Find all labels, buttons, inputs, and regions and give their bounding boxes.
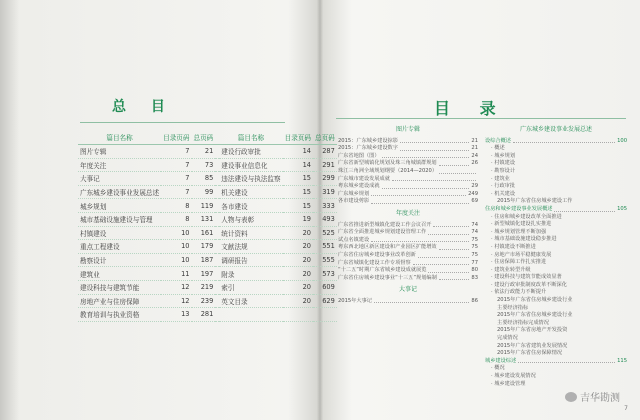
total-page: 551	[313, 240, 337, 254]
contents-page: 7	[161, 145, 191, 159]
title-rule	[80, 122, 285, 123]
toc-row	[78, 185, 337, 199]
contents-page: 15	[283, 172, 313, 186]
page-title: 总 目	[112, 99, 175, 115]
toc-entry: 广东省推进新型城镇化建设工作会议召开 74	[338, 221, 478, 228]
total-page: 239	[192, 294, 216, 308]
contents-page: 11	[161, 267, 191, 281]
toc-row	[78, 240, 337, 254]
section-name: 村镇建设	[78, 226, 161, 240]
col-header: 目录页码	[161, 130, 191, 145]
section-name: 各市建设	[219, 199, 282, 213]
toc-subentry: 主要经济指标完成情况	[497, 319, 549, 326]
section-heading: 广东城乡建设事业发展总述	[519, 126, 592, 133]
section-name: 建设行政审批	[219, 145, 282, 159]
section-name: 附录	[219, 267, 282, 281]
toc-row	[78, 199, 337, 213]
toc-entry: “十二五”时期广东省城乡建设成就展览 80	[338, 267, 478, 274]
contents-page: 12	[161, 294, 191, 308]
contents-page: 20	[283, 240, 313, 254]
toc-subentry: · 机关建设	[491, 190, 516, 197]
contents-page: 20	[283, 267, 313, 281]
toc-subentry: · 村镇建设不断推进	[491, 243, 536, 250]
section-name: 调研报告	[219, 253, 282, 267]
toc-subentry: 2015年广东省住房保障情况	[497, 350, 563, 357]
toc-subentry: · 建设科技与建筑节能成效显著	[491, 274, 562, 281]
toc-entry: 珠江三角洲全域规划纲要（2014—2020）	[338, 168, 478, 176]
total-page: 187	[192, 253, 216, 267]
contents-page	[283, 308, 313, 322]
contents-page: 15	[283, 185, 313, 199]
title-rule	[336, 118, 626, 119]
toc-entry: 粤东城乡建设成就 29	[338, 183, 478, 190]
section-entry: 城乡建设综述 115	[485, 357, 627, 364]
contents-page: 8	[161, 199, 191, 213]
total-page: 573	[313, 267, 337, 281]
general-contents-table	[78, 130, 337, 322]
contents-page: 20	[283, 294, 313, 308]
toc-row	[78, 145, 337, 159]
toc-subentry: · 行政审批	[491, 183, 516, 190]
contents-page: 10	[161, 240, 191, 254]
contents-column-right	[485, 122, 627, 388]
section-name: 索引	[219, 280, 282, 294]
toc-entry: 粤东西北地区新区建设和产业园区扩能增效 75	[338, 244, 478, 251]
section-name: 城市基础设施建设与管理	[78, 212, 161, 226]
toc-entry: 广东省住房城乡建设事业“十三五”规划编制 83	[338, 274, 478, 281]
section-name: 人物与表彰	[219, 212, 282, 226]
total-page: 21	[192, 145, 216, 159]
total-page: 333	[313, 199, 337, 213]
section-heading: 图片专辑	[395, 126, 420, 133]
contents-page: 20	[283, 226, 313, 240]
toc-entry: 广东省全面推进城乡规划建设管理工作 74	[338, 229, 478, 236]
toc-subentry: · 城乡建设管理	[491, 380, 526, 387]
contents-column-left	[338, 122, 478, 305]
toc-subentry: 2015年广东省房地产开发投资	[497, 327, 568, 334]
watermark	[565, 389, 620, 404]
toc-subentry: 2015年广东省住房城乡建设行业	[497, 312, 573, 319]
watermark-text: 吉华勘测	[580, 393, 620, 404]
section-name: 勘察设计	[78, 253, 161, 267]
section-name: 统计资料	[219, 226, 282, 240]
toc-subentry: · 村镇建设	[491, 160, 516, 167]
col-header: 目录页码	[283, 130, 313, 145]
total-page: 291	[313, 158, 337, 172]
section-name	[219, 308, 282, 322]
total-page: 493	[313, 212, 337, 226]
section-name: 建筑业	[78, 267, 161, 281]
contents-page: 8	[161, 212, 191, 226]
contents-page: 20	[283, 280, 313, 294]
toc-row	[78, 308, 337, 322]
toc-row	[78, 294, 337, 308]
contents-page: 7	[161, 185, 191, 199]
col-header: 篇目名称	[219, 130, 282, 145]
section-name: 文献法规	[219, 240, 282, 254]
contents-page: 20	[283, 253, 313, 267]
total-page: 219	[192, 280, 216, 294]
section-name: 机关建设	[219, 185, 282, 199]
toc-row	[78, 280, 337, 294]
total-page: 161	[192, 226, 216, 240]
col-header: 总页码	[313, 130, 337, 145]
section-name: 大事记	[78, 172, 161, 186]
page-number: 7	[624, 405, 628, 412]
section-entry: 设综合概述 100	[485, 137, 627, 144]
total-page: 525	[313, 226, 337, 240]
toc-subentry: · 城乡建设发展情况	[491, 373, 536, 379]
contents-page: 19	[283, 212, 313, 226]
toc-subentry: · 城市基础设施建设稳步推进	[491, 236, 557, 243]
total-page: 179	[192, 240, 216, 254]
contents-page: 13	[161, 308, 191, 322]
total-page: 281	[192, 308, 216, 322]
total-page: 555	[313, 253, 337, 267]
toc-subentry: · 住房和城乡建设改革全面推进	[491, 213, 562, 220]
section-name: 重点工程建设	[78, 240, 161, 254]
section-entry: 住房和城乡建设事业发展概述 105	[485, 205, 627, 212]
toc-subentry: 2015年广东省住房城乡建设行业	[497, 297, 573, 304]
section-name: 建设科技与建筑节能	[78, 280, 161, 294]
toc-subentry: · 新型城镇化建设扎实推进	[491, 221, 552, 228]
total-page: 629	[313, 294, 337, 308]
toc-subentry: 2015年广东省住房城乡建设工作	[497, 198, 573, 205]
toc-entry: 广东省城镇化建设工作专项督察 77	[338, 259, 478, 266]
section-name: 图片专辑	[78, 145, 161, 159]
section-name: 年度关注	[78, 158, 161, 172]
section-name: 英文目录	[219, 294, 282, 308]
toc-subentry: · 勘察设计	[491, 167, 516, 174]
toc-subentry: · 依法行政能力不断提升	[491, 289, 547, 296]
section-name: 房地产业与住房保障	[78, 294, 161, 308]
toc-entry: 试点名镇建设 75	[338, 236, 478, 243]
contents-page: 7	[161, 172, 191, 186]
toc-entry: 2015：广东城乡建设掠影 21	[338, 137, 478, 144]
toc-subentry: · 建筑业	[491, 175, 510, 182]
toc-subentry: 2015年广东省建筑业发展情况	[497, 342, 568, 349]
total-page: 197	[192, 267, 216, 281]
total-page: 73	[192, 158, 216, 172]
total-page: 131	[192, 212, 216, 226]
toc-entry: 广东城市建设发展成就	[338, 176, 478, 184]
section-name: 广东城乡建设事业发展总述	[78, 185, 161, 199]
contents-page: 15	[283, 199, 313, 213]
section-heading: 年度关注	[395, 209, 420, 217]
contents-page: 14	[283, 145, 313, 159]
contents-page: 10	[161, 226, 191, 240]
toc-row	[78, 212, 337, 226]
toc-subentry: · 房地产市场平稳健康发展	[491, 251, 552, 258]
section-name: 城乡规划	[78, 199, 161, 213]
toc-subentry: 完成情况	[497, 335, 518, 342]
toc-row	[78, 172, 337, 186]
contents-page: 10	[161, 253, 191, 267]
toc-entry: 广东省地图（图） 24	[338, 152, 478, 159]
toc-subentry: · 建筑业转型升级	[491, 266, 531, 273]
contents-page: 7	[161, 158, 191, 172]
toc-row	[78, 226, 337, 240]
total-page: 119	[192, 199, 216, 213]
col-header: 总页码	[192, 130, 216, 145]
toc-entry: 2015：广东城乡建设数字 21	[338, 145, 478, 152]
right-page	[322, 0, 640, 420]
total-page: 609	[313, 280, 337, 294]
total-page: 99	[192, 185, 216, 199]
toc-entry: 广东省住房城乡建设事业改革创新 75	[338, 251, 478, 258]
toc-row	[78, 158, 337, 172]
section-heading: 大事记	[398, 286, 417, 294]
wechat-icon	[565, 392, 577, 402]
toc-entry: 广东省新型城镇化规划及珠三角城镇群规划 26	[338, 160, 478, 167]
toc-subentry: · 城乡规划	[491, 152, 516, 159]
toc-row	[78, 253, 337, 267]
total-page: 287	[313, 145, 337, 159]
contents-title: 目 录	[434, 99, 508, 118]
toc-subentry: 主要经济指标	[497, 304, 529, 311]
contents-page: 14	[283, 158, 313, 172]
toc-entry: 2015年大事记 86	[338, 297, 478, 304]
col-header: 篇目名称	[78, 130, 161, 145]
total-page: 319	[313, 185, 337, 199]
contents-page: 12	[161, 280, 191, 294]
toc-entry: 广东城乡规划 249	[338, 190, 478, 197]
total-page: 85	[192, 172, 216, 186]
toc-subentry: · 住房保障工作扎实推进	[491, 259, 547, 266]
toc-subentry: · 建设行政审批制度改革不断深化	[491, 281, 567, 288]
toc-row	[78, 267, 337, 281]
toc-subentry: · 城乡规划管理不断加强	[491, 228, 547, 235]
toc-subentry: · 概述	[491, 145, 505, 152]
section-name: 建设事业信息化	[219, 158, 282, 172]
toc-subentry: · 概况	[491, 365, 505, 372]
toc-entry: 各市建设剪影 69	[338, 198, 478, 205]
total-page: 299	[313, 172, 337, 186]
section-name: 教育培训与执业资格	[78, 308, 161, 322]
section-name: 违法建设与执法监察	[219, 172, 282, 186]
